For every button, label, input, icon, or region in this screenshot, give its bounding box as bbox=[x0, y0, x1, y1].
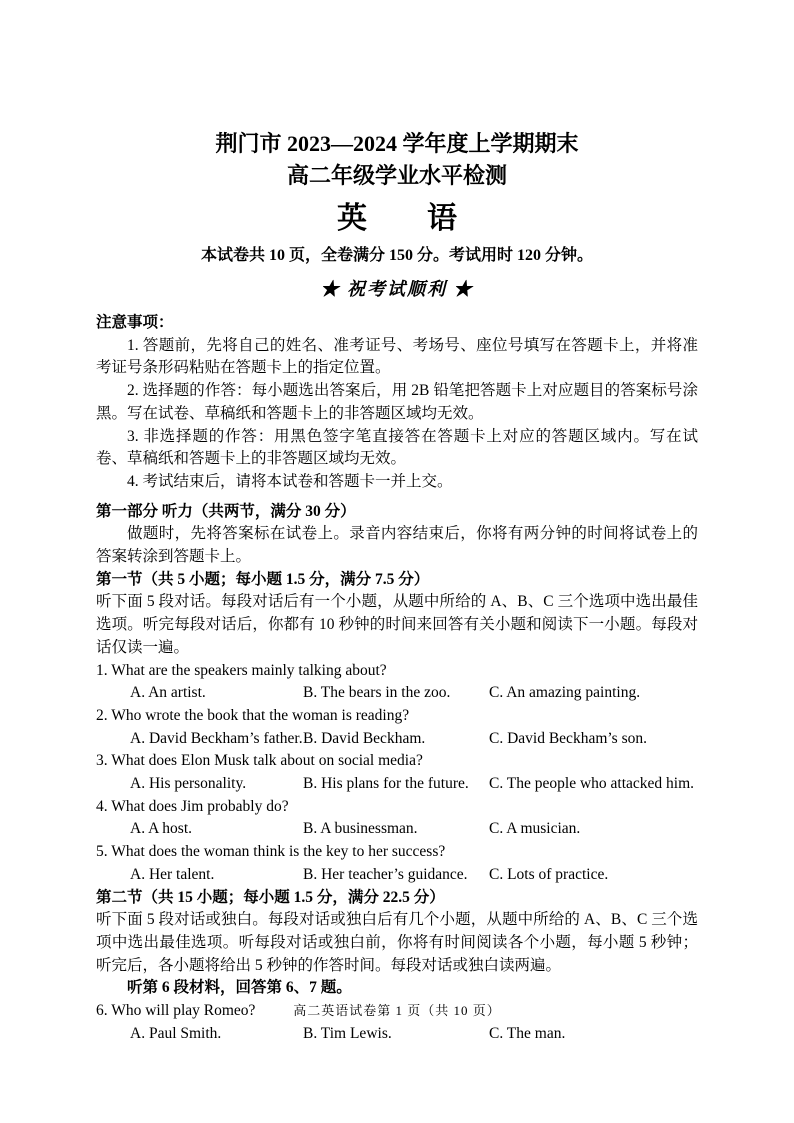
question-1-option-c: C. An amazing painting. bbox=[489, 684, 641, 702]
question-6-options bbox=[96, 1023, 698, 1046]
question-5 bbox=[96, 841, 698, 886]
question-3-option-a: A. His personality. bbox=[130, 775, 247, 793]
question-4 bbox=[96, 796, 698, 841]
question-2-text: 2. Who wrote the book that the woman is reading? bbox=[96, 706, 410, 724]
question-6-option-b: B. Tim Lewis. bbox=[303, 1024, 392, 1042]
exam-title-line1: 荆门市 2023—2024 学年度上学期期末 bbox=[215, 131, 579, 156]
question-2-options bbox=[96, 728, 698, 751]
exam-info-line: 本试卷共 10 页，全卷满分 150 分。考试用时 120 分钟。 bbox=[200, 247, 593, 264]
question-1-option-a: A. An artist. bbox=[130, 684, 206, 702]
section2-heading: 第二节（共 15 小题；每小题 1.5 分，满分 22.5 分） bbox=[96, 888, 445, 906]
notice-item-4: 4. 考试结束后，请将本试卷和答题卡一并上交。 bbox=[127, 472, 453, 490]
material-6-heading: 听第 6 段材料，回答第 6、7 题。 bbox=[127, 979, 352, 997]
question-2-option-c: C. David Beckham’s son. bbox=[489, 729, 647, 747]
notice-heading: 注意事项： bbox=[96, 314, 174, 331]
question-5-option-c: C. Lots of practice. bbox=[489, 865, 609, 883]
notice-item-2: 2. 选择题的作答：每小题选出答案后，用 2B 铅笔把答题卡上对应题目的答案标号涂黑。写在试卷、草稿纸和答题卡上的非答题区域均无效。 bbox=[96, 382, 698, 422]
question-3-text: 3. What does Elon Musk talk about on social media? bbox=[96, 752, 423, 770]
exam-title-line2: 高二年级学业水平检测 bbox=[286, 163, 507, 188]
question-2 bbox=[96, 705, 698, 750]
question-4-option-a: A. A host. bbox=[130, 820, 193, 838]
question-3-option-b: B. His plans for the future. bbox=[303, 775, 469, 793]
part1-intro: 做题时，先将答案标在试卷上。录音内容结束后，你将有两分钟的时间将试卷上的答案转涂到答题卡上。 bbox=[96, 525, 698, 566]
question-6-text: 6. Who will play Romeo? bbox=[96, 1002, 256, 1020]
section2-instructions: 听下面 5 段对话或独白。每段对话或独白后有几个小题，从题中所给的 A、B、C 三个选项中选出最佳选项。听每段对话或独白前，你将有时间阅读各个小题，每小题 5 秒钟；听完后，各小题将给出 5 秒钟的作答时间。每段对话或独白读两遍。 bbox=[96, 911, 698, 974]
subject-title: 英 语 bbox=[337, 202, 457, 235]
section1-instructions: 听下面 5 段对话。每段对话后有一个小题，从题中所给的 A、B、C 三个选项中选出最佳选项。听完每段对话后，你都有 10 秒钟的时间来回答有关小题和阅读下一小题。每段对话仅读一遍。 bbox=[96, 593, 698, 656]
section1-heading: 第一节（共 5 小题；每小题 1.5 分，满分 7.5 分） bbox=[96, 570, 430, 588]
question-1-text: 1. What are the speakers mainly talking about? bbox=[96, 661, 387, 679]
question-1-options bbox=[96, 682, 698, 705]
part1-heading: 第一部分 听力（共两节，满分 30 分） bbox=[96, 502, 356, 520]
exam-wish-line: ★ 祝考试顺利 ★ bbox=[320, 279, 474, 299]
question-2-option-b: B. David Beckham. bbox=[303, 729, 426, 747]
question-4-options bbox=[96, 818, 698, 841]
question-4-text: 4. What does Jim probably do? bbox=[96, 797, 289, 815]
question-5-text: 5. What does the woman think is the key to her success? bbox=[96, 843, 446, 861]
question-3-options bbox=[96, 773, 698, 796]
question-4-option-c: C. A musician. bbox=[489, 820, 581, 838]
question-6-option-a: A. Paul Smith. bbox=[130, 1024, 222, 1042]
question-1 bbox=[96, 660, 698, 705]
question-4-option-b: B. A businessman. bbox=[303, 820, 418, 838]
question-6-option-c: C. The man. bbox=[489, 1024, 566, 1042]
question-2-option-a: A. David Beckham’s father. bbox=[130, 729, 303, 747]
question-5-option-a: A. Her talent. bbox=[130, 865, 215, 883]
question-5-option-b: B. Her teacher’s guidance. bbox=[303, 865, 468, 883]
page-content bbox=[96, 128, 698, 1046]
notice-item-3: 3. 非选择题的作答：用黑色签字笔直接答在答题卡上对应的答题区域内。写在试卷、草稿纸和答题卡上的非答题区域均无效。 bbox=[96, 427, 698, 468]
page-footer: 高二英语试卷第 1 页（共 10 页） bbox=[293, 1003, 501, 1018]
notice-item-1: 1. 答题前，先将自己的姓名、准考证号、考场号、座位号填写在答题卡上，并将准考证号条形码粘贴在答题卡上的指定位置。 bbox=[96, 336, 698, 377]
question-1-option-b: B. The bears in the zoo. bbox=[303, 684, 451, 702]
question-3-option-c: C. The people who attacked him. bbox=[489, 775, 695, 793]
question-5-options bbox=[96, 864, 698, 887]
question-3 bbox=[96, 750, 698, 795]
